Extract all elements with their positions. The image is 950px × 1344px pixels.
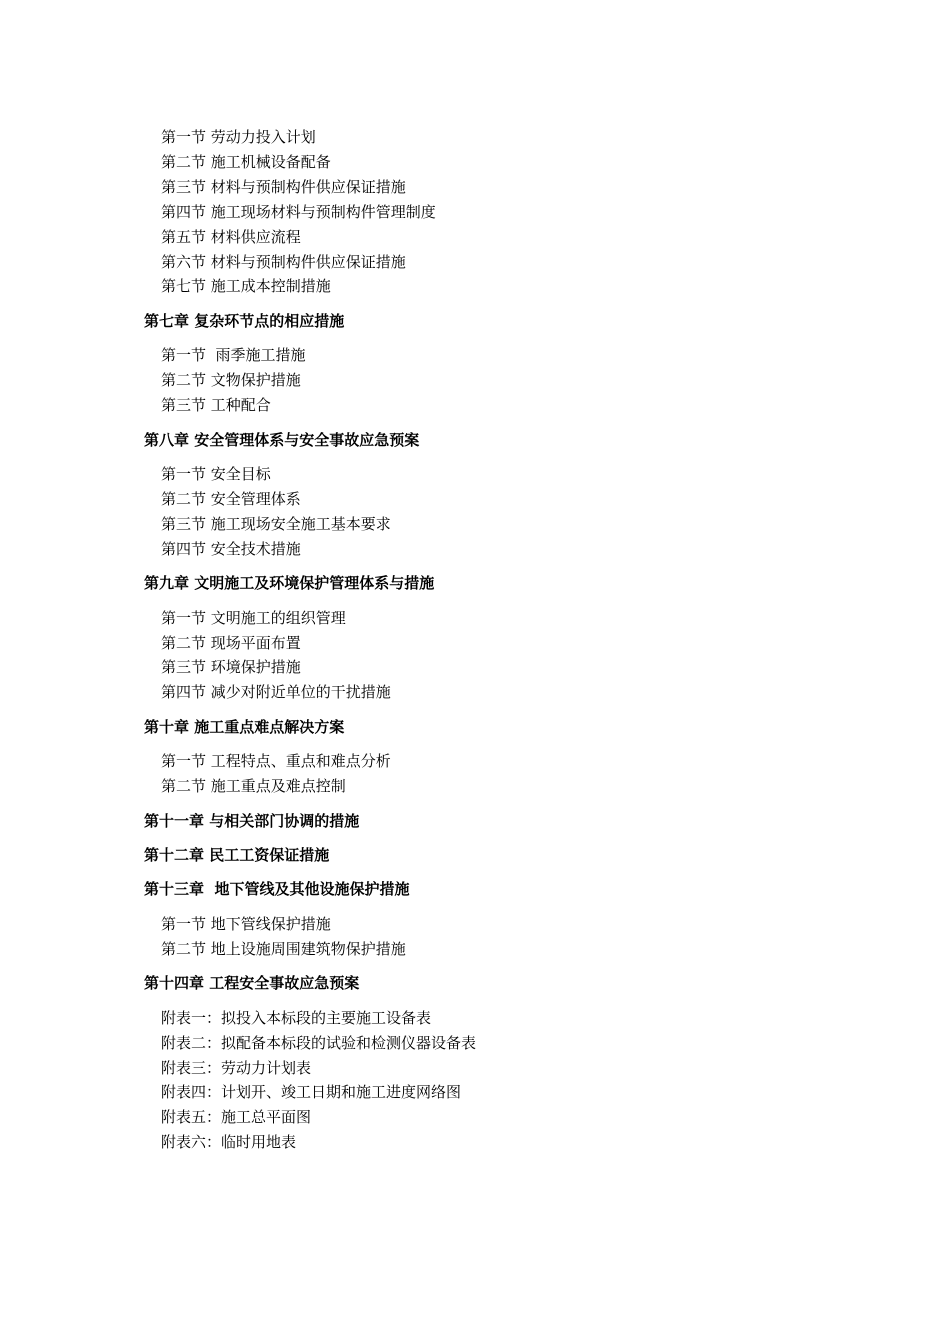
toc-chapter-heading: 第七章 复杂环节点的相应措施	[144, 312, 345, 330]
toc-section-line: 第三节 施工现场安全施工基本要求	[161, 515, 391, 533]
toc-appendix-line: 附表五：施工总平面图	[161, 1108, 312, 1126]
toc-section-line: 第二节 安全管理体系	[161, 490, 301, 508]
toc-section-line: 第四节 减少对附近单位的干扰措施	[161, 683, 391, 701]
toc-appendix-line: 附表三：劳动力计划表	[161, 1059, 312, 1077]
toc-section-line: 第七节 施工成本控制措施	[161, 277, 331, 295]
toc-appendix-line: 附表四：计划开、竣工日期和施工进度网络图	[161, 1083, 462, 1101]
toc-section-line: 第六节 材料与预制构件供应保证措施	[161, 253, 406, 271]
toc-section-line: 第一节 工程特点、重点和难点分析	[161, 752, 391, 770]
toc-chapter-heading: 第十四章 工程安全事故应急预案	[144, 974, 360, 992]
toc-section-line: 第二节 施工机械设备配备	[161, 153, 331, 171]
toc-section-line: 第四节 安全技术措施	[161, 540, 301, 558]
toc-chapter-heading: 第八章 安全管理体系与安全事故应急预案	[144, 431, 420, 449]
toc-chapter-heading: 第十三章 地下管线及其他设施保护措施	[144, 880, 410, 898]
toc-section-line: 第一节 地下管线保护措施	[161, 915, 331, 933]
toc-section-line: 第二节 现场平面布置	[161, 634, 301, 652]
toc-appendix-line: 附表二：拟配备本标段的试验和检测仪器设备表	[161, 1034, 477, 1052]
toc-section-line: 第二节 施工重点及难点控制	[161, 777, 346, 795]
toc-section-line: 第三节 材料与预制构件供应保证措施	[161, 178, 406, 196]
toc-section-line: 第二节 文物保护措施	[161, 371, 301, 389]
toc-appendix-line: 附表一：拟投入本标段的主要施工设备表	[161, 1009, 432, 1027]
toc-section-line: 第三节 工种配合	[161, 396, 271, 414]
toc-chapter-heading: 第十二章 民工工资保证措施	[144, 846, 330, 864]
toc-section-line: 第一节 安全目标	[161, 465, 271, 483]
toc-section-line: 第三节 环境保护措施	[161, 658, 301, 676]
toc-section-line: 第一节 文明施工的组织管理	[161, 609, 346, 627]
toc-appendix-line: 附表六：临时用地表	[161, 1133, 297, 1151]
toc-section-line: 第五节 材料供应流程	[161, 228, 301, 246]
toc-chapter-heading: 第十一章 与相关部门协调的措施	[144, 812, 360, 830]
toc-section-line: 第一节 劳动力投入计划	[161, 128, 316, 146]
toc-section-line: 第一节 雨季施工措施	[161, 346, 306, 364]
toc-chapter-heading: 第九章 文明施工及环境保护管理体系与措施	[144, 574, 435, 592]
toc-section-line: 第四节 施工现场材料与预制构件管理制度	[161, 203, 436, 221]
toc-chapter-heading: 第十章 施工重点难点解决方案	[144, 718, 345, 736]
toc-section-line: 第二节 地上设施周围建筑物保护措施	[161, 940, 406, 958]
